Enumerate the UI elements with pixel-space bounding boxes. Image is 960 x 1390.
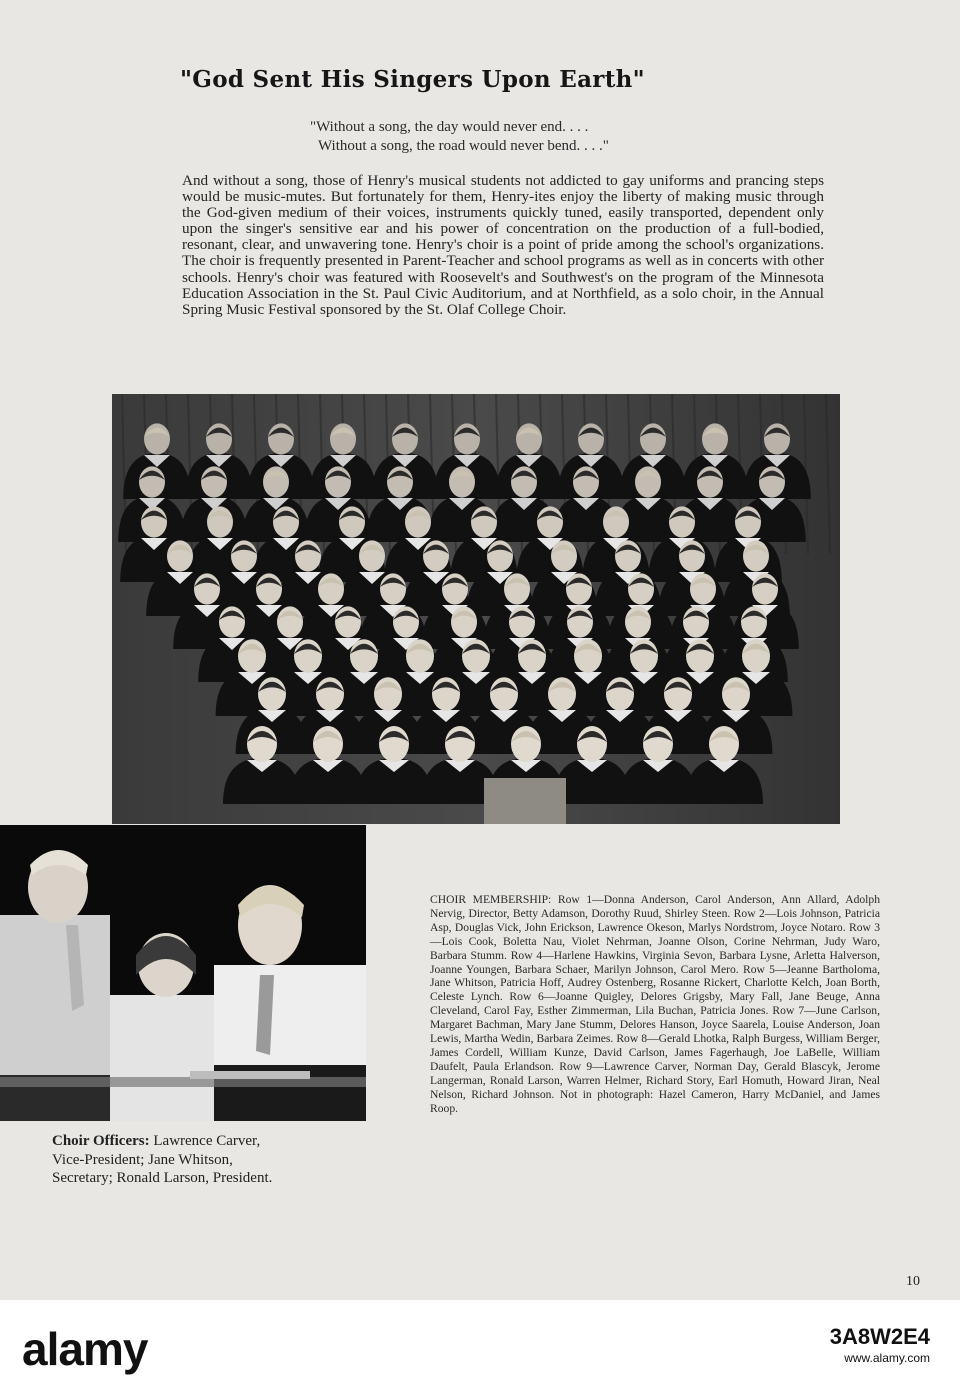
epigraph <box>310 118 609 156</box>
choir-membership-list: CHOIR MEMBERSHIP: Row 1—Donna Anderson, Carol Anderson, Ann Allard, Adolph Nervig, Director, Betty Adamson, Dorothy Ruud, Shirley Steen. Row 2—Lois Johnson, Patricia Asp, Douglas Vick, John Erickson, Lawrence Okeson, Marlys Nordstrom, Joyce Notaro. Row 3—Lois Cook, Boletta Nau, Violet Nehrman, Joanne Olson, Corine Nehrman, Judy Waro, Barbara Stumm. Row 4—Harlene Hawkins, Virginia Sevon, Barbara Lysne, Arletta Halverson, Joanne Youngen, Barbara Schaer, Marilyn Johnson, Carol Mero. Row 5—Jeanne Bartholoma, Jane Whitson, Patricia Hoff, Audrey Ostenberg, Rosanne Rickert, Charlotte Kelch, Joan Borth, Celeste Lynch. Row 6—Joanne Quigley, Delores Grigsby, Mary Fall, Jane Beuge, Anna Cleveland, Carol Fay, Esther Zimmerman, Lila Buchan, Patricia Jones. Row 7—June Carlson, Margaret Bachman, Mary Jane Stumm, Delores Hanson, Joyce Saarela, Louise Anderson, Joan Lewis, Martha Wedin, Barbara Zeimes. Row 8—Gerald Lhotka, Ralph Burgess, William Berger, James Cordell, William Kunze, David Carlson, James Fagerhaugh, Joe LaBelle, William Daufelt, Paula Erlandson. Row 9—Lawrence Carver, Norman Day, Gerald Blascyk, Jerome Langerman, Ronald Larson, Warren Helmer, Richard Story, Earl Homuth, Howard Jiran, Neal Nelson, Richard Johnson. Not in photograph: Hazel Cameron, Harry McDaniel, and James Roop. <box>430 893 880 1115</box>
officers-caption <box>52 1132 292 1188</box>
epigraph-line-1: "Without a song, the day would never end. . . . <box>310 119 589 135</box>
director-suit <box>484 778 566 824</box>
alamy-logo: alamy <box>22 1323 148 1375</box>
epigraph-line-2: Without a song, the road would never bend. . . ." <box>318 138 609 154</box>
choir-officers-photo <box>0 825 366 1121</box>
page-title: "God Sent His Singers Upon Earth" <box>180 66 645 93</box>
officers-caption-text: Lawrence Carver, Vice-President; Jane Whitson, Secretary; Ronald Larson, President. <box>52 1133 273 1186</box>
watermark-url: www.alamy.com <box>844 1351 930 1365</box>
officers-photo-illustration <box>0 825 366 1121</box>
page-number: 10 <box>906 1274 920 1289</box>
image-id: 3A8W2E4 <box>829 1324 930 1349</box>
watermark-info <box>560 1324 930 1366</box>
officers-caption-label: Choir Officers: <box>52 1133 150 1149</box>
choir-group-photo <box>112 394 840 824</box>
intro-paragraph: And without a song, those of Henry's musical students not addicted to gay uniforms and prancing steps would be music-mutes. But fortunately for them, Henry-ites enjoy the liberty of making music through the God-given medium of their voices, instruments quickly tuned, easily transported, dependent only upon the singer's sensitive ear and his power of concentration on the production of a full-bodied, resonant, clear, and unwavering tone. Henry's choir is a point of pride among the school's organizations. The choir is frequently presented in Parent-Teacher and school programs as well as in concerts with other schools. Henry's choir was featured with Roosevelt's and Southwest's on the program of the Minnesota Education Association in the St. Paul Civic Auditorium, and at Northfield, as a solo choir, in the Annual Spring Music Festival sponsored by the St. Olaf College Choir. <box>182 172 824 318</box>
choir-photo-illustration <box>112 394 840 824</box>
